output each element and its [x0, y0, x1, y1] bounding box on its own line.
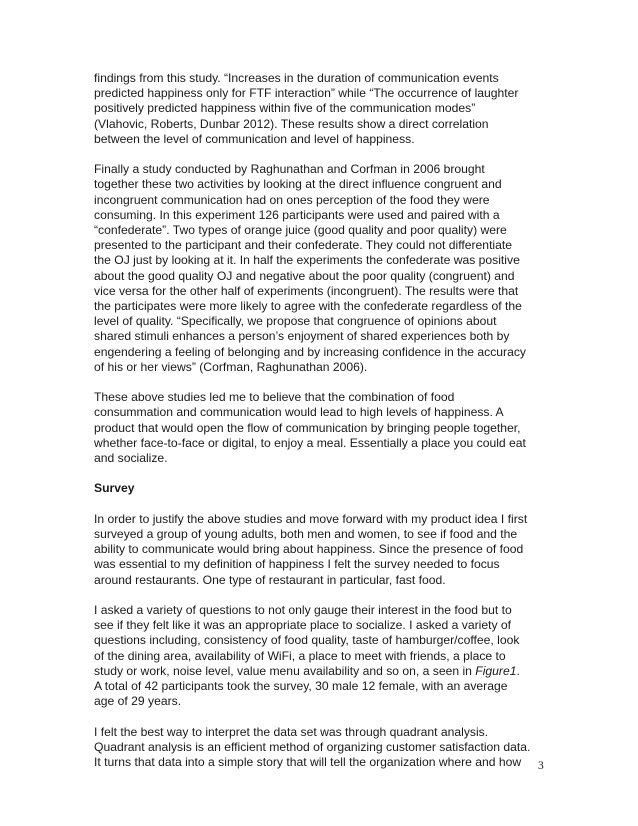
text-line: between the level of communication and level of happiness.	[94, 131, 415, 146]
text-line: incongruent communication had on ones perception of the food they were	[94, 192, 490, 207]
text-segment: .	[516, 663, 520, 678]
text-line: shared stimuli enhances a person’s enjoyment of shared experiences both by	[94, 329, 510, 344]
paragraph-findings	[94, 71, 554, 147]
text-line: Quadrant analysis is an efficient method of organizing customer satisfaction data.	[94, 739, 531, 754]
text-line: age of 29 years.	[94, 694, 182, 709]
text-line: “confederate”. Two types of orange juice (good quality and poor quality) were	[94, 223, 507, 238]
page-number: 3	[538, 760, 544, 772]
text-line: about the good quality OJ and negative about the poor quality (congruent) and	[94, 268, 515, 283]
text-line: (Vlahovic, Roberts, Dunbar 2012). These results show a direct correlation	[94, 116, 489, 131]
text-line: of his or her views” (Corfman, Raghunathan 2006).	[94, 359, 368, 374]
text-line: the participates were more likely to agree with the confederate regardless of the	[94, 299, 522, 314]
text-line: together these two activities by looking at the direct influence congruent and	[94, 177, 502, 192]
paragraph-survey-questions	[94, 603, 554, 709]
text-line: findings from this study. “Increases in the duration of communication events	[94, 71, 499, 85]
paragraph-conclusion	[94, 390, 554, 466]
text-line: and socialize.	[94, 451, 168, 466]
text-line: whether face-to-face or digital, to enjoy a meal. Essentially a place you could eat	[94, 435, 526, 450]
text-line: I asked a variety of questions to not only gauge their interest in the food but to	[94, 603, 512, 618]
text-line: ability to communicate would bring about happiness. Since the presence of food	[94, 542, 524, 557]
text-line: Finally a study conducted by Raghunathan and Corfman in 2006 brought	[94, 162, 485, 177]
body-text	[94, 71, 554, 785]
text-line: consummation and communication would lead to high levels of happiness. A	[94, 405, 504, 420]
text-line: positively predicted happiness within five of the communication modes”	[94, 101, 476, 116]
text-segment: study or work, noise level, value menu availability and so on, a seen in	[94, 663, 476, 678]
paragraph-survey-intro	[94, 512, 554, 588]
text-line: see if they felt like it was an appropriate place to socialize. I asked a variety of	[94, 618, 512, 633]
paragraph-raghunathan-study	[94, 162, 554, 375]
text-line: engendering a feeling of belonging and by increasing confidence in the accuracy	[94, 344, 526, 359]
text-line: of the dining area, availability of WiFi, a place to meet with friends, a place to	[94, 648, 506, 663]
paragraph-quadrant-analysis	[94, 725, 554, 771]
section-heading-survey: Survey	[94, 481, 135, 496]
text-line: A total of 42 participants took the survey, 30 male 12 female, with an average	[94, 679, 508, 694]
text-line: the OJ just by looking at it. In half the experiments the confederate was positive	[94, 253, 520, 268]
text-line: These above studies led me to believe that the combination of food	[94, 390, 455, 405]
text-line: It turns that data into a simple story that will tell the organization where and how	[94, 755, 522, 770]
text-line: I felt the best way to interpret the data set was through quadrant analysis.	[94, 724, 489, 739]
text-line: was essential to my definition of happiness I felt the survey needed to focus	[94, 557, 500, 572]
figure-reference: Figure1	[475, 663, 517, 678]
text-line: consuming. In this experiment 126 participants were used and paired with a	[94, 207, 500, 222]
text-line: level of quality. “Specifically, we propose that congruence of opinions about	[94, 314, 497, 329]
text-line: In order to justify the above studies and move forward with my product idea I first	[94, 511, 528, 526]
text-line: presented to the participant and their confederate. They could not differentiate	[94, 238, 513, 253]
text-line: questions including, consistency of food quality, taste of hamburger/coffee, look	[94, 633, 520, 648]
text-line: around restaurants. One type of restaurant in particular, fast food.	[94, 572, 446, 587]
text-line: vice versa for the other half of experiments (incongruent). The results were that	[94, 283, 519, 298]
text-line: predicted happiness only for FTF interaction” while “The occurrence of laughter	[94, 86, 519, 101]
text-line-with-figure-reference	[94, 664, 554, 679]
text-line: surveyed a group of young adults, both men and women, to see if food and the	[94, 527, 518, 542]
text-line: product that would open the flow of communication by bringing people together,	[94, 420, 521, 435]
